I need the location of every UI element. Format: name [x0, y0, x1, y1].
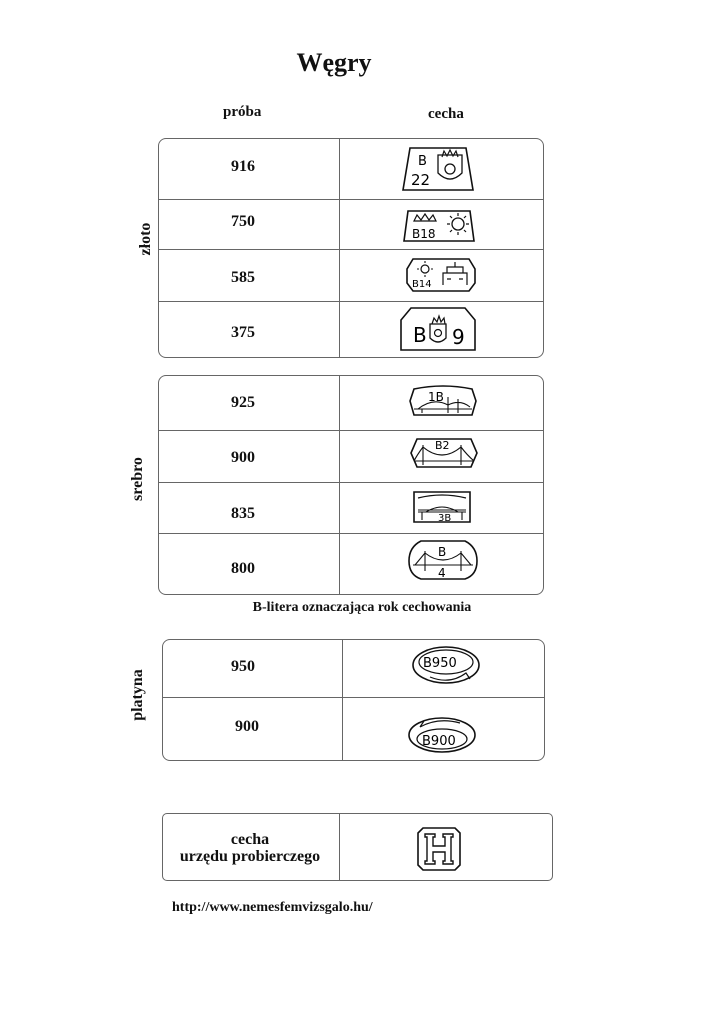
platinum-950-hallmark-icon [410, 645, 482, 687]
mark-text: 4 [438, 566, 446, 580]
group-label-silver: srebro [129, 457, 146, 501]
mark-text: 1B [428, 390, 444, 404]
mark-text: B950 [423, 656, 457, 671]
mark-text: 22 [411, 171, 431, 189]
mark-text: B14 [412, 279, 432, 290]
group-label-platinum: platyna [129, 669, 146, 721]
gold-value-916: 916 [231, 158, 255, 175]
platinum-value-950: 950 [231, 658, 255, 675]
gold-375-hallmark-icon [397, 304, 479, 354]
platinum-900-hallmark-icon [406, 715, 478, 755]
mark-text: B18 [412, 227, 436, 241]
silver-value-900: 900 [231, 449, 255, 466]
mark-text: B [418, 154, 427, 169]
page-title: Węgry [296, 48, 372, 77]
source-url[interactable]: http://www.nemesfemvizsgalo.hu/ [172, 900, 373, 915]
group-label-gold: złoto [137, 222, 154, 256]
silver-835-bridge-hallmark-icon [410, 488, 474, 526]
gold-value-750: 750 [231, 213, 255, 230]
gold-585-hallmark-icon [405, 257, 477, 293]
footnote-year-letter: B-litera oznaczająca rok cechowania [252, 600, 472, 615]
silver-value-925: 925 [231, 394, 255, 411]
silver-table [158, 375, 544, 595]
mark-text: B900 [422, 734, 456, 749]
column-header-cecha: cecha [428, 106, 464, 122]
mark-text: 9 [452, 325, 465, 349]
gold-value-585: 585 [231, 269, 255, 286]
silver-900-bridge-hallmark-icon [409, 435, 479, 471]
assay-office-label-line1: cecha [230, 831, 270, 848]
gold-916-hallmark-icon [400, 145, 476, 193]
silver-value-800: 800 [231, 560, 255, 577]
mark-text: B2 [435, 439, 450, 452]
assay-office-label-line2: urzędu probierczego [179, 848, 321, 865]
gold-value-375: 375 [231, 324, 255, 341]
silver-925-bridge-hallmark-icon [408, 383, 478, 419]
column-header-proba: próba [223, 104, 262, 120]
mark-text: 3B [438, 513, 452, 524]
platinum-value-900: 900 [235, 718, 259, 735]
assay-office-h-mark-icon [415, 825, 463, 873]
mark-text: B [438, 545, 447, 559]
platinum-table [162, 639, 545, 761]
assay-office-label [162, 831, 338, 865]
mark-text: B [413, 323, 427, 347]
silver-800-bridge-hallmark-icon [407, 537, 479, 583]
gold-750-hallmark-icon [402, 207, 476, 245]
silver-value-835: 835 [231, 505, 255, 522]
gold-table [158, 138, 544, 358]
